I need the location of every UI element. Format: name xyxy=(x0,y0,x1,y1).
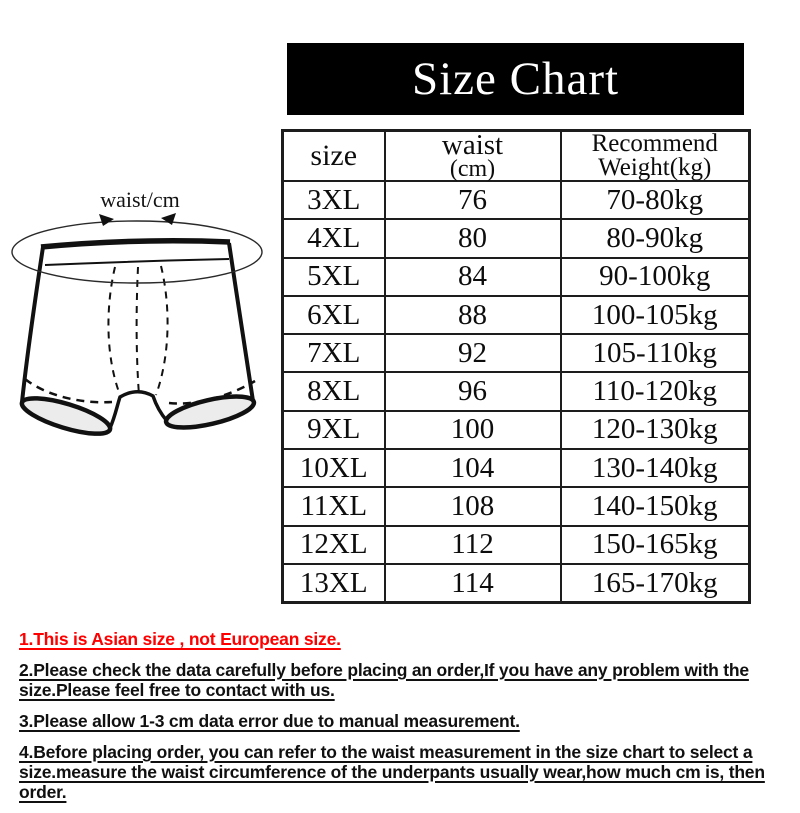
size-cell: 12XL xyxy=(283,526,385,564)
weight-cell: 130-140kg xyxy=(561,449,750,487)
weight-cell: 80-90kg xyxy=(561,219,750,257)
center-dashed-seam xyxy=(137,267,139,395)
note-check-data xyxy=(19,660,795,700)
weight-cell: 120-130kg xyxy=(561,411,750,449)
footnotes xyxy=(19,629,795,813)
waist-cell: 112 xyxy=(385,526,561,564)
waist-cell: 84 xyxy=(385,258,561,296)
waist-cell: 108 xyxy=(385,487,561,525)
table-row xyxy=(283,411,750,449)
note-measure-error xyxy=(19,711,795,731)
note-line: 4.Before placing order, you can refer to the waist measurement in the size chart to select a xyxy=(19,742,753,762)
col-header-size-label: size xyxy=(310,139,358,172)
size-cell: 5XL xyxy=(283,258,385,296)
col-header-weight xyxy=(561,131,750,182)
note-line: 2.Please check the data carefully before placing an order,If you have any problem with the xyxy=(19,660,749,680)
size-cell: 13XL xyxy=(283,564,385,603)
weight-cell: 90-100kg xyxy=(561,258,750,296)
right-side-seam xyxy=(229,243,253,401)
col-header-waist-line1: waist xyxy=(441,129,504,161)
weight-cell: 150-165kg xyxy=(561,526,750,564)
size-cell: 8XL xyxy=(283,372,385,410)
size-cell: 9XL xyxy=(283,411,385,449)
size-cell: 3XL xyxy=(283,181,385,219)
weight-cell: 140-150kg xyxy=(561,487,750,525)
table-row xyxy=(283,258,750,296)
waistband-top-edge xyxy=(41,241,230,247)
note-asian-size xyxy=(19,629,795,649)
table-header-row xyxy=(283,131,750,182)
waist-cell: 100 xyxy=(385,411,561,449)
table-row xyxy=(283,487,750,525)
size-chart-banner xyxy=(287,43,744,115)
table-row xyxy=(283,181,750,219)
right-pouch-dashed-seam xyxy=(156,266,168,395)
waist-cell: 92 xyxy=(385,334,561,372)
left-side-seam xyxy=(22,247,43,402)
boxer-shorts-illustration xyxy=(5,185,275,470)
col-header-waist-line2: (cm) xyxy=(449,156,496,182)
weight-cell: 105-110kg xyxy=(561,334,750,372)
weight-cell: 165-170kg xyxy=(561,564,750,603)
waist-cell: 80 xyxy=(385,219,561,257)
table-row xyxy=(283,219,750,257)
waist-cell: 88 xyxy=(385,296,561,334)
size-cell: 11XL xyxy=(283,487,385,525)
size-cell: 10XL xyxy=(283,449,385,487)
table-row xyxy=(283,449,750,487)
size-cell: 6XL xyxy=(283,296,385,334)
table-row xyxy=(283,372,750,410)
waist-cell: 76 xyxy=(385,181,561,219)
col-header-size xyxy=(283,131,385,182)
weight-cell: 110-120kg xyxy=(561,372,750,410)
note-before-order xyxy=(19,742,795,802)
note-line: 1.This is Asian size , not European size. xyxy=(19,629,341,649)
waist-measure-label: waist/cm xyxy=(100,187,180,212)
crotch-outline xyxy=(110,392,167,428)
table-row xyxy=(283,564,750,603)
table-row xyxy=(283,526,750,564)
waistband-bottom-line xyxy=(45,259,229,265)
banner-title: Size Chart xyxy=(411,53,620,105)
note-line: 3.Please allow 1-3 cm data error due to manual measurement. xyxy=(19,711,520,731)
boxer-shorts-drawing xyxy=(5,185,275,470)
size-table xyxy=(281,129,751,604)
waist-cell: 104 xyxy=(385,449,561,487)
col-header-weight-line2: Weight(kg) xyxy=(598,154,712,181)
note-line: size.Please feel free to contact with us. xyxy=(19,680,335,700)
col-header-weight-line1: Recommend xyxy=(591,130,718,157)
weight-cell: 100-105kg xyxy=(561,296,750,334)
right-leg-opening xyxy=(163,390,256,434)
right-arrowhead-icon xyxy=(161,213,176,225)
left-arrowhead-icon xyxy=(99,214,114,226)
left-pouch-dashed-seam xyxy=(108,267,120,395)
waist-cell: 96 xyxy=(385,372,561,410)
table-row xyxy=(283,296,750,334)
size-cell: 4XL xyxy=(283,219,385,257)
col-header-waist xyxy=(385,131,561,182)
waist-cell: 114 xyxy=(385,564,561,603)
note-line: size.measure the waist circumference of the underpants usually wear,how much cm is, then order. xyxy=(19,762,765,802)
weight-cell: 70-80kg xyxy=(561,181,750,219)
size-cell: 7XL xyxy=(283,334,385,372)
table-row xyxy=(283,334,750,372)
